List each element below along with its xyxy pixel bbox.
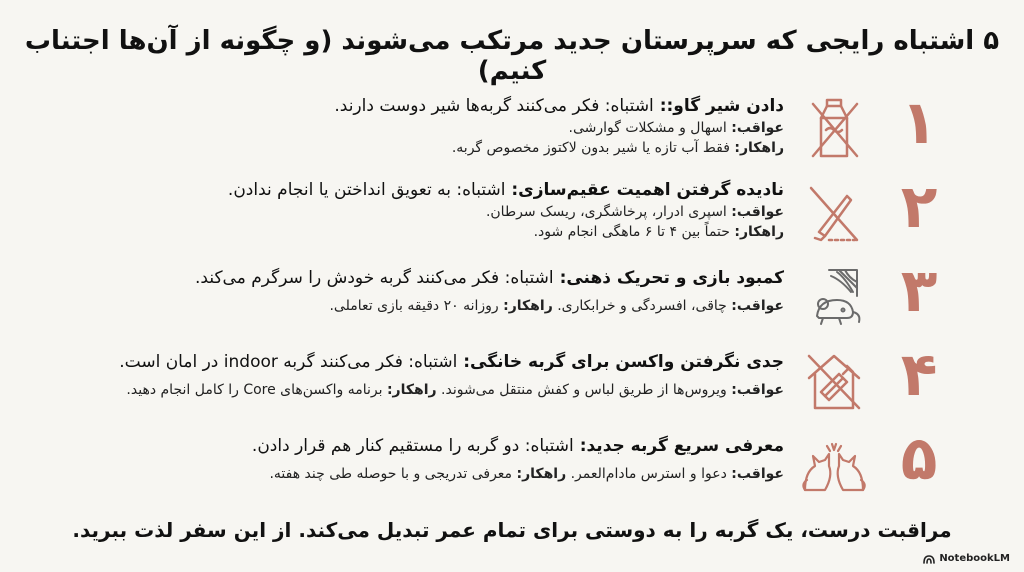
- consequence-text: چاقی، افسردگی و خرابکاری.: [557, 298, 727, 314]
- crossed-house-syringe-icon: [799, 346, 869, 416]
- crossed-scalpel-icon: [799, 178, 869, 248]
- item-heading: کمبود بازی و تحریک ذهنی:: [559, 268, 784, 288]
- solution-text: فقط آب تازه یا شیر بدون لاکتوز مخصوص گربه.: [451, 140, 730, 156]
- consequence-label: عواقب:: [731, 466, 784, 482]
- consequence-label: عواقب:: [731, 120, 784, 136]
- item-heading-line: [84, 268, 784, 288]
- consequence-text: ویروس‌ها از طریق لباس و کفش منتقل می‌شوند.: [441, 382, 727, 398]
- solution-label: راهکار:: [734, 140, 784, 156]
- solution-text: حتماً بین ۴ تا ۶ ماهگی انجام شود.: [533, 224, 730, 240]
- item-mistake: اشتباه: به تعویق انداختن یا انجام ندادن.: [227, 180, 506, 200]
- item-solution-line: [84, 140, 784, 156]
- item-number: ۲: [900, 172, 938, 242]
- item-number: ۱: [900, 88, 938, 158]
- solution-label: راهکار:: [386, 382, 437, 398]
- item-number: ۴: [900, 340, 938, 410]
- mistake-item-4: [84, 340, 964, 424]
- notebooklm-logo-icon: [923, 554, 935, 564]
- mistake-item-3: [84, 256, 964, 340]
- item-heading-line: [84, 96, 784, 116]
- consequence-text: اسهال و مشکلات گوارشی.: [568, 120, 727, 136]
- item-number: ۵: [900, 424, 938, 494]
- item-consequence-line: [84, 120, 784, 136]
- item-details-line: [84, 382, 784, 398]
- consequence-text: دعوا و استرس مادام‌العمر.: [570, 466, 727, 482]
- consequence-label: عواقب:: [731, 204, 784, 220]
- solution-label: راهکار:: [734, 224, 784, 240]
- footer-message: مراقبت درست، یک گربه را به دوستی برای تمام عمر تبدیل می‌کند. از این سفر لذت ببرید.: [72, 518, 952, 542]
- item-mistake: اشتباه: فکر می‌کنند گربه خودش را سرگرم می‌کند.: [195, 268, 554, 288]
- mistake-item-1: [84, 88, 964, 172]
- item-heading: معرفی سریع گربه جدید:: [579, 436, 784, 456]
- mouse-toy-cobweb-icon: [799, 262, 869, 332]
- consequence-label: عواقب:: [731, 298, 784, 314]
- consequence-label: عواقب:: [731, 382, 784, 398]
- solution-text: روزانه ۲۰ دقیقه بازی تعاملی.: [329, 298, 499, 314]
- item-mistake: اشتباه: فکر می‌کنند گربه indoor در امان است.: [119, 352, 458, 372]
- solution-text: معرفی تدریجی و با حوصله طی چند هفته.: [269, 466, 513, 482]
- item-heading: جدی نگرفتن واکسن برای گربه خانگی:: [463, 352, 784, 372]
- item-heading-line: [84, 436, 784, 456]
- item-solution-line: [84, 224, 784, 240]
- item-consequence-line: [84, 204, 784, 220]
- page-title: ۵ اشتباه رایجی که سرپرستان جدید مرتکب می‌شوند (و چگونه از آن‌ها اجتناب کنیم): [24, 26, 1000, 86]
- item-heading: نادیده گرفتن اهمیت عقیم‌سازی:: [511, 180, 784, 200]
- item-details-line: [84, 466, 784, 482]
- item-heading: دادن شیر گاو::: [659, 96, 784, 116]
- item-details-line: [84, 298, 784, 314]
- brand-name: NotebookLM: [939, 553, 1010, 564]
- mistake-item-5: [84, 424, 964, 508]
- crossed-milk-carton-icon: [799, 94, 869, 164]
- consequence-text: اسپری ادرار، پرخاشگری، ریسک سرطان.: [485, 204, 727, 220]
- item-mistake: اشتباه: فکر می‌کنند گربه‌ها شیر دوست دارند.: [334, 96, 654, 116]
- item-heading-line: [84, 180, 784, 200]
- item-heading-line: [84, 352, 784, 372]
- brand-badge: [923, 553, 1010, 564]
- solution-label: راهکار:: [516, 466, 567, 482]
- item-number: ۳: [900, 256, 938, 326]
- solution-text: برنامه واکسن‌های Core را کامل انجام دهید.: [126, 382, 383, 398]
- mistake-item-2: [84, 172, 964, 256]
- solution-label: راهکار:: [503, 298, 553, 314]
- item-mistake: اشتباه: دو گربه را مستقیم کنار هم قرار دادن.: [251, 436, 574, 456]
- two-fighting-cats-icon: [799, 430, 869, 500]
